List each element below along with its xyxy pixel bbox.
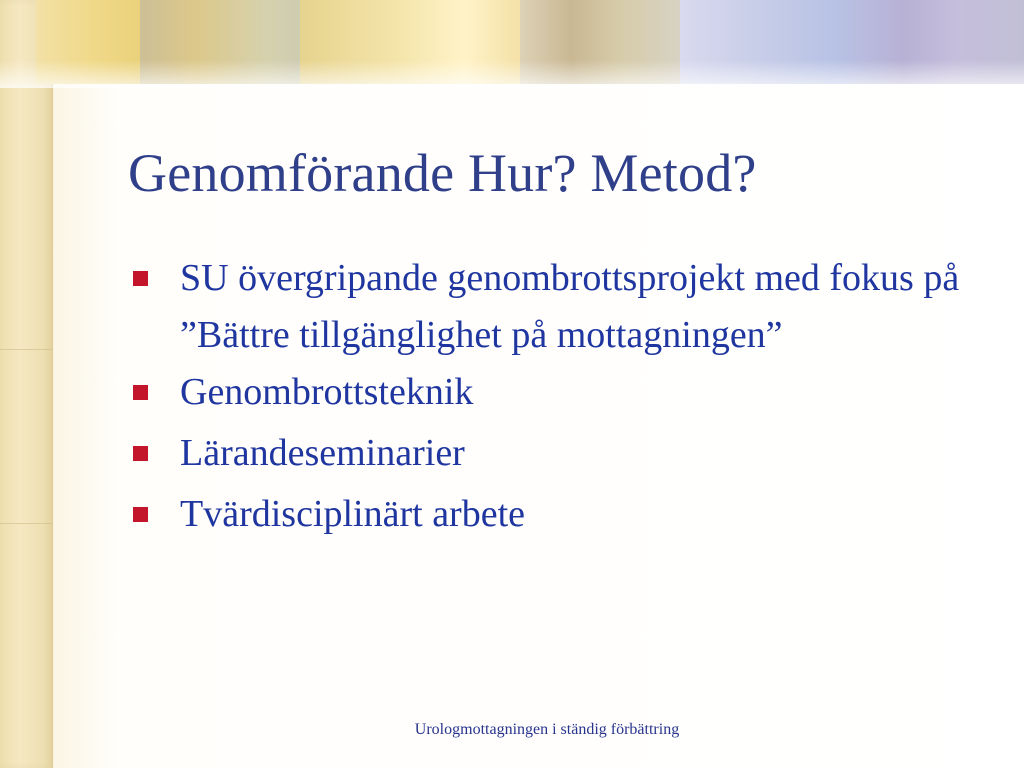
slide-title: Genomförande Hur? Metod?	[128, 143, 757, 203]
footer-note: Urologmottagningen i ständig förbättring	[414, 721, 680, 738]
square-bullet-icon	[133, 385, 148, 400]
bullet-item	[128, 425, 968, 482]
bullet-list	[128, 250, 968, 547]
bullet-item	[128, 364, 968, 421]
square-bullet-icon	[133, 446, 148, 461]
bullet-item	[128, 250, 968, 364]
bullet-text: SU övergripande genombrottsprojekt med fokus på ”Bättre tillgänglighet på mottagningen”	[180, 257, 960, 356]
bullet-text: Tvärdisciplinärt arbete	[180, 493, 526, 535]
left-decorative-strip	[0, 0, 53, 768]
bullet-text: Genombrottsteknik	[180, 371, 474, 413]
square-bullet-icon	[133, 271, 148, 286]
left-strip-divider	[0, 349, 52, 350]
bullet-text: Lärandeseminarier	[180, 432, 465, 474]
top-band-fade	[0, 60, 1024, 88]
left-strip-divider	[0, 523, 52, 524]
top-decorative-band	[0, 0, 1024, 88]
square-bullet-icon	[133, 507, 148, 522]
bullet-item	[128, 486, 968, 543]
